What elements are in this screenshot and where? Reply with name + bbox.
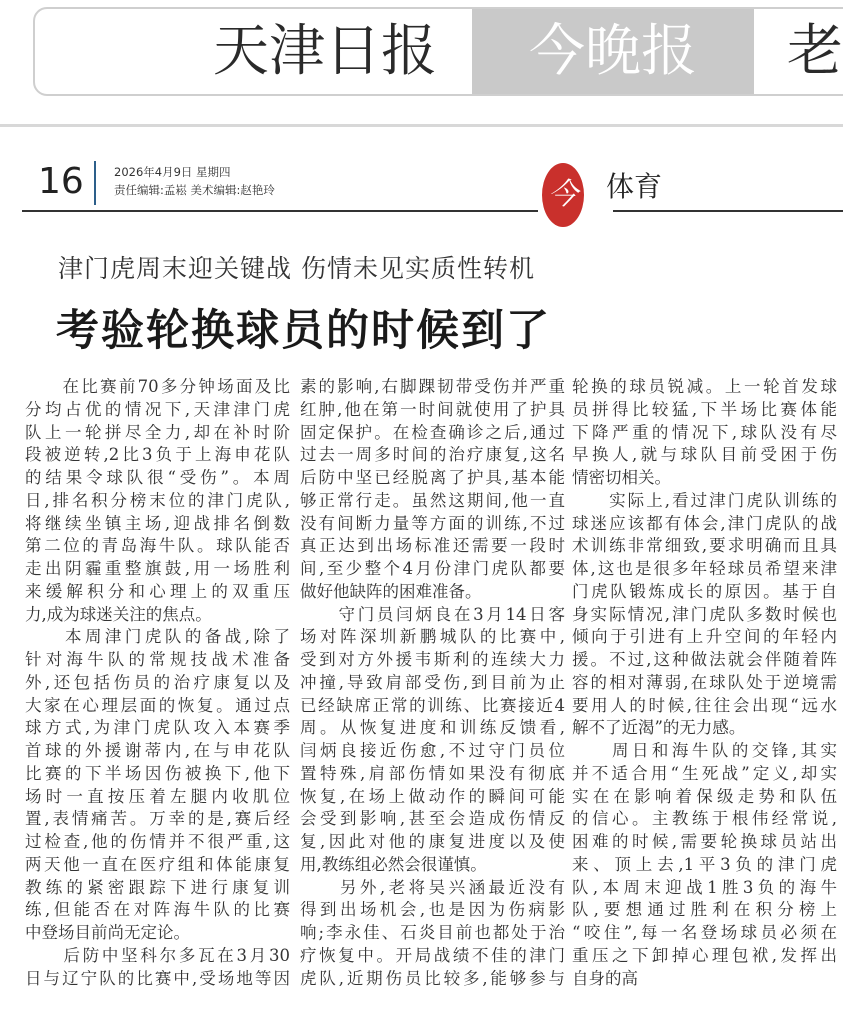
text-line: 守门员闫炳良在3月14日客 [300,604,565,624]
text-line: 另外,老将吴兴涵最近没有 [300,877,565,897]
text-line: 容的相对薄弱,在球队处于逆境需 [572,672,837,692]
text-line: 轮换的球员锐减。上一轮首发球 [572,377,837,396]
article-column-3 [572,376,837,990]
text-line: 周日和海牛队的交锋,其实 [572,741,837,760]
text-line: 队,要想通过胜利在积分榜上 [572,900,837,920]
text-line: 复,因此对他的康复进度以及使 [300,832,565,851]
text-line: 虎队,近期伤员比较多,能够参与 [300,968,565,988]
newspaper-page [0,124,843,1009]
tab-lao[interactable]: 老 [787,19,843,84]
text-line: 下降严重的情况下,球队没有尽 [572,422,837,442]
text-line: 冲撞,导致肩部受伤,到目前为止 [300,672,565,692]
text-line: 红肿,他在第一时间就使用了护具 [300,399,565,419]
text-line: 首球的外援谢蒂内,在与申花队 [25,741,290,760]
text-line: 素的影响,右脚踝韧带受伤并严重 [300,377,565,396]
text-line: 得到出场机会,也是因为伤病影 [300,900,565,920]
text-line: 第二位的青岛海牛队。球队能否 [25,536,290,556]
text-line: 比赛的下半场因伤被换下,他下 [25,763,290,783]
text-line: 术训练非常细致,要求明确而且具 [572,536,837,556]
text-line: 情密切相关。 [572,468,671,487]
newspaper-tabs [33,7,843,96]
text-line: 解不了近渴”的无力感。 [572,718,746,738]
text-line: 受到对方外援韦斯利的连续大力 [300,650,565,669]
editors: 责任编辑:孟崧 美术编辑:赵艳玲 [114,183,275,197]
text-line: 门虎队锻炼成长的原因。基于自 [572,581,837,601]
text-line: 后防中坚已经脱离了护具,基本能 [300,468,565,487]
text-line: 将继续坐镇主场,迎战排名倒数 [25,513,290,533]
text-line: 的结果令球队很“受伤”。本周 [25,468,290,487]
text-line: 球迷应该都有体会,津门虎队的战 [572,513,837,533]
text-line: 用,教练组必然会很谨慎。 [300,854,487,874]
text-line: 后防中坚科尔多瓦在3月30 [25,945,290,965]
text-line: 间,至少整个4月份津门虎队都要 [300,559,565,578]
text-line: 闫炳良接近伤愈,不过守门员位 [300,741,565,760]
text-line: 日与辽宁队的比赛中,受场地等因 [25,968,290,988]
page-meta [114,163,275,199]
page-number: 16 [38,161,84,202]
text-line: 并不适合用“生死战”定义,却实 [572,763,837,783]
text-line: 场时一直按压着左腿内收肌位 [25,786,290,806]
text-line: 场对阵深圳新鹏城队的比赛中, [300,627,565,647]
text-line: 过去一周多时间的治疗康复,这名 [300,445,565,465]
text-line: 外,还包括伤员的治疗康复以及 [25,672,290,692]
text-line: 要用人的时候,往往会出现“远水 [572,695,837,715]
jin-logo-icon: 今 [542,163,584,227]
text-line: 中登场目前尚无定论。 [25,923,190,942]
text-line: 困难的时候,需要轮换球员站出 [572,832,837,851]
text-line: 的信心。主教练于根伟经常说, [572,809,837,829]
text-line: 球方式,为津门虎队攻入本赛季 [25,718,290,738]
text-line: 来缓解积分和心理上的双重压 [25,581,290,601]
article-subtitle: 津门虎周末迎关键战 伤情未见实质性转机 [58,254,535,283]
text-line: 走出阴霾重整旗鼓,用一场胜利 [25,559,290,578]
text-line: 已经缺席正常的训练、比赛接近4 [300,695,565,715]
text-line: 实在在影响着保级走势和队伍 [572,786,837,806]
text-line: 重压之下卸掉心理包袱,发挥出 [572,945,837,965]
text-line: 没有间断力量等方面的训练,不过 [300,513,565,533]
text-line: 置,表情痛苦。万幸的是,赛后经 [25,809,290,829]
text-line: 过检查,他的伤情并不很严重,这 [25,832,290,851]
text-line: 练,但能否在对阵海牛队的比赛 [25,900,290,920]
text-line: 固定保护。在检查确诊之后,通过 [300,422,565,442]
text-line: 两天他一直在医疗组和体能康复 [25,854,290,874]
text-line: 会受到影响,甚至会造成伤情反 [300,809,565,829]
text-line: 身实际情况,津门虎队多数时候也 [572,604,837,624]
text-line: 恢复,在场上做动作的瞬间可能 [300,786,565,806]
text-line: 实际上,看过津门虎队训练的 [572,490,837,510]
text-line: 分均占优的情况下,天津津门虎 [25,399,290,419]
text-line: 倾向于引进有上升空间的年轻内 [572,627,837,647]
issue-date: 2026年4月9日 星期四 [114,165,231,179]
text-line: 大家在心理层面的恢复。通过点 [25,695,290,715]
text-line: 自身的高 [572,968,638,988]
text-line: 援。不过,这种做法就会伴随着阵 [572,650,837,669]
text-line: 体,这也是很多年轻球员希望来津 [572,559,837,578]
text-line: 针对海牛队的常规技战术准备 [25,650,290,669]
text-line: 周。从恢复进度和训练反馈看, [300,718,565,738]
text-line: 段被逆转,2比3负于上海申花队 [25,445,290,465]
tab-tianjin-daily[interactable]: 天津日报 [213,19,437,84]
header-rule [22,210,843,212]
section-title: 体育 [598,165,668,205]
text-line: 真正达到出场标准还需要一段时 [300,536,565,556]
text-line: 疗恢复中。开局战绩不佳的津门 [300,945,565,965]
text-line: 早换人,就与球队目前受困于伤 [572,445,837,465]
text-line: 做好他缺阵的困难准备。 [300,581,482,601]
article-column-2 [300,376,565,990]
text-line: 队上一轮拼尽全力,却在补时阶 [25,422,290,442]
text-line: 力,成为球迷关注的焦点。 [25,604,212,624]
text-line: 响;李永佳、石炎目前也都处于治 [300,923,565,942]
text-line: 本周津门虎队的备战,除了 [25,627,290,647]
text-line: 队,本周末迎战1胜3负的海牛 [572,877,837,897]
tab-jinwanbao[interactable]: 今晚报 [472,9,754,94]
text-line: 来、顶上去,1平3负的津门虎 [572,854,837,874]
text-line: 置特殊,肩部伤情如果没有彻底 [300,763,565,783]
article-column-1 [25,376,290,990]
text-line: 日,排名积分榜末位的津门虎队, [25,490,290,510]
text-line: 教练的紧密跟踪下进行康复训 [25,877,290,897]
divider [94,161,96,205]
article-title: 考验轮换球员的时候到了 [56,306,551,356]
text-line: 够正常行走。虽然这期间,他一直 [300,490,565,510]
text-line: “咬住”,每一名登场球员必须在 [572,923,837,942]
text-line: 员拼得比较猛,下半场比赛体能 [572,399,837,419]
text-line: 在比赛前70多分钟场面及比 [25,377,290,396]
